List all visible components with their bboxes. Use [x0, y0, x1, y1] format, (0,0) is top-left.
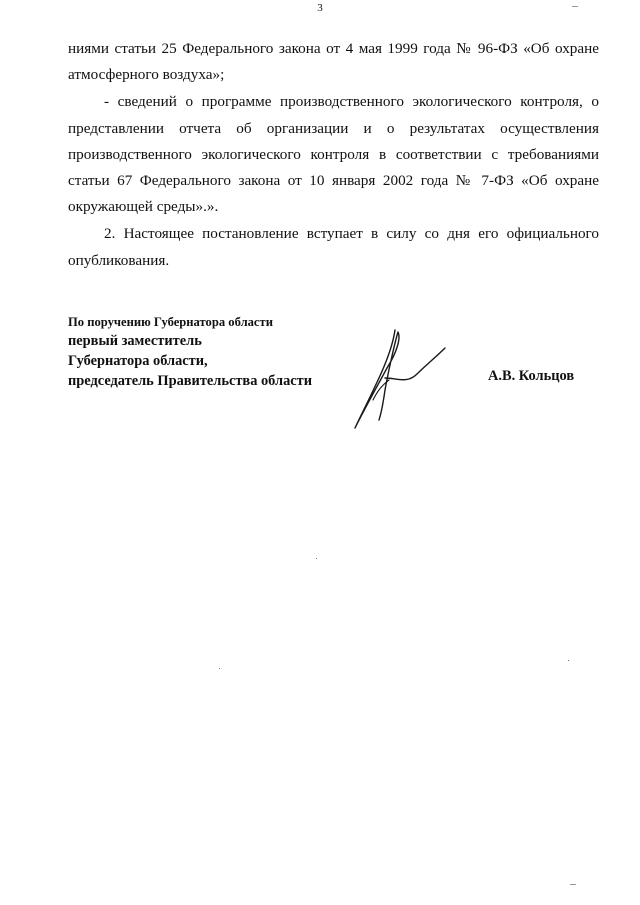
scan-speck [219, 668, 220, 669]
signatory-title-line-2: Губернатора области, [68, 353, 208, 369]
signatory-name: А.В. Кольцов [488, 368, 575, 384]
scan-speck [316, 558, 317, 559]
scan-corner-mark [572, 6, 578, 7]
body-text [68, 36, 599, 275]
signatory-title-line-3: председатель Правительства области [68, 373, 313, 389]
authority-line: По поручению Губернатора области [68, 315, 273, 329]
paragraph-effective-date: 2. Настоящее постановление вступает в силу со дня его официального опубликования. [68, 225, 599, 269]
handwritten-signature-icon [345, 328, 455, 433]
signatory-title-line-1: первый заместитель [68, 333, 202, 349]
paragraph-list-item: - сведений о программе производственного экологического контроля, о представлении отчета об организации и о результатах осуществления производственного экологического контроля в соответствии с требованиями статьи 67 Федерального закона от 10 января 2002 года № 7-ФЗ «Об охране окружающей среды».». [68, 93, 599, 216]
scan-speck [568, 660, 569, 661]
signatory-title-block [68, 314, 312, 391]
page-number: 3 [317, 2, 323, 14]
scan-corner-mark [570, 884, 576, 885]
paragraph-continuation: ниями статьи 25 Федерального закона от 4 мая 1999 года № 96-ФЗ «Об охране атмосферного воздуха»; [68, 40, 599, 84]
